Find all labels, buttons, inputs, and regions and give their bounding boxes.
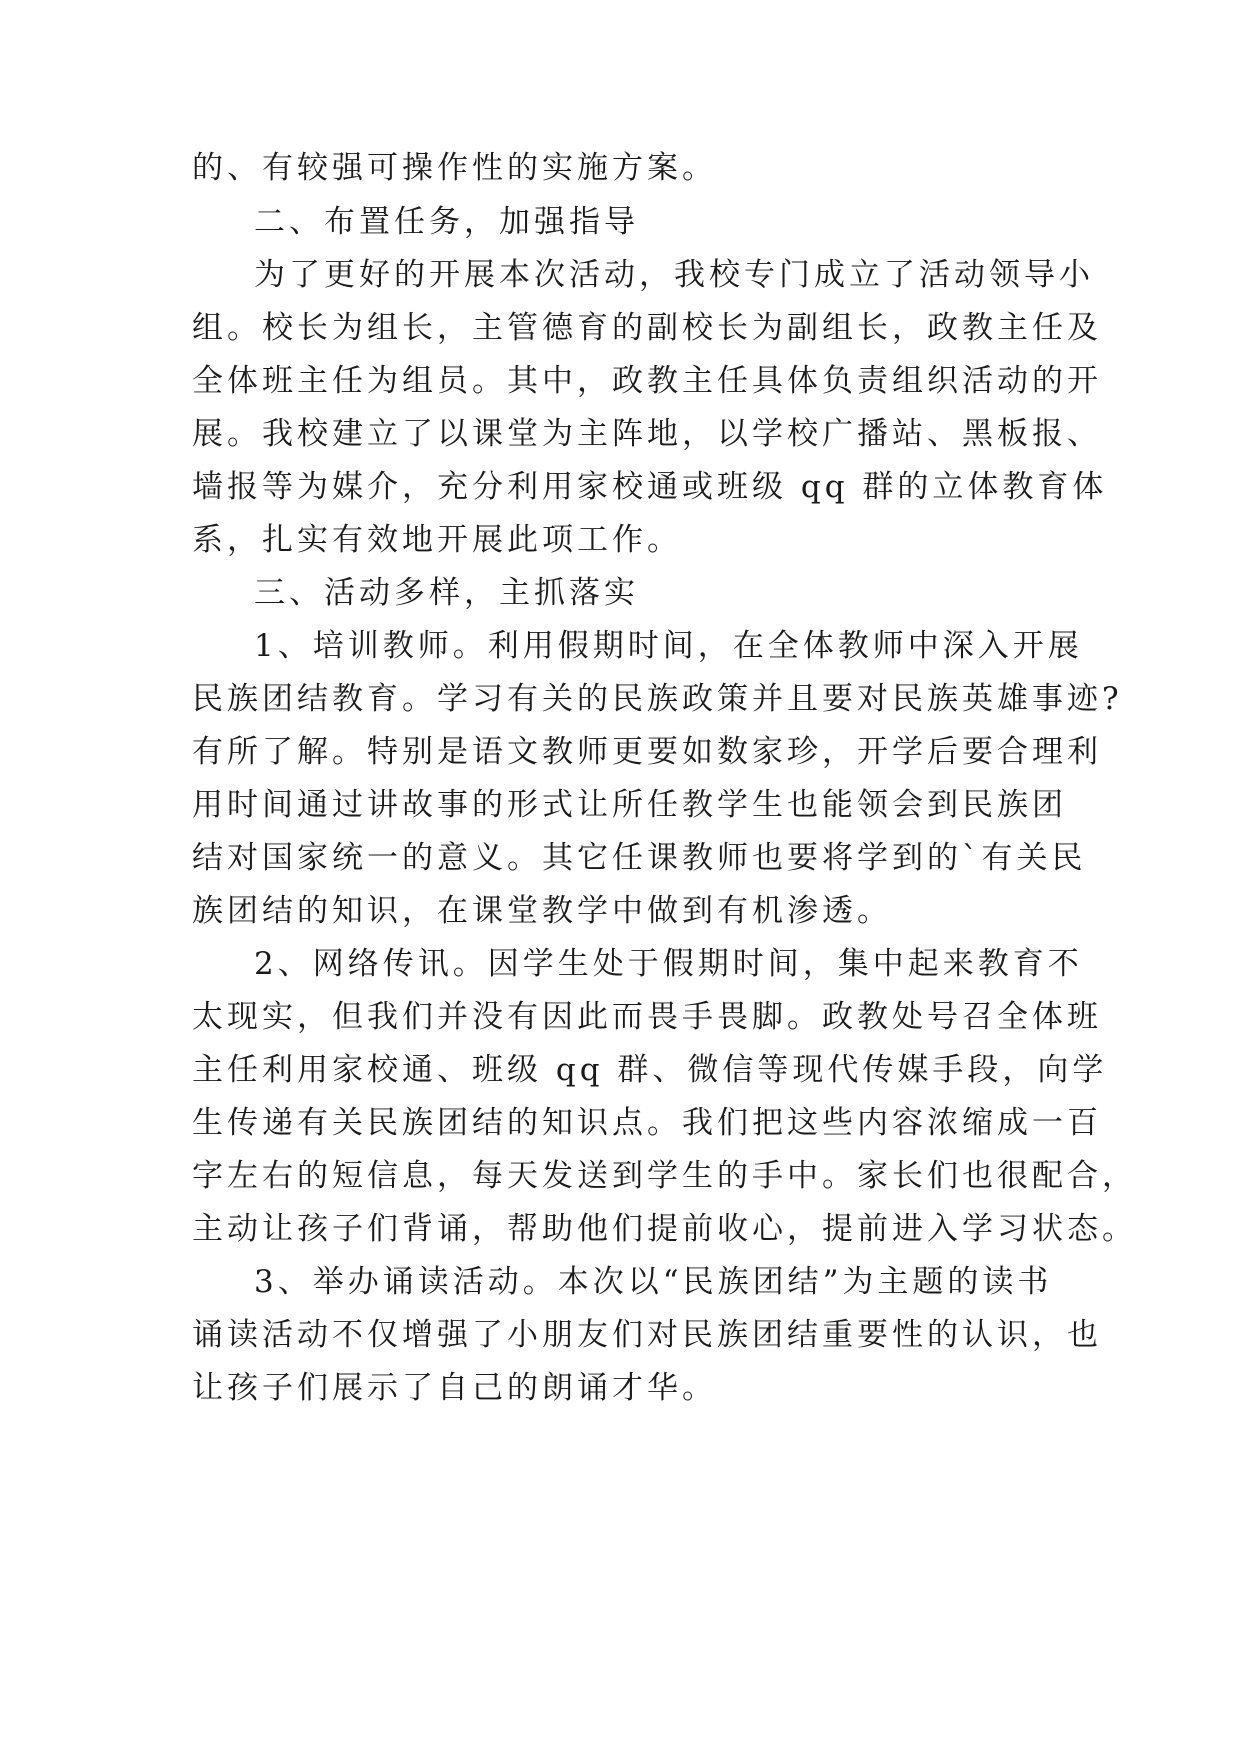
text-line: 全体班主任为组员。其中，政教主任具体负责组织活动的开 bbox=[192, 363, 1102, 399]
text-line: 族团结的知识，在课堂教学中做到有机渗透。 bbox=[192, 893, 892, 929]
text-line: 用时间通过讲故事的形式让所任教学生也能领会到民族团 bbox=[192, 787, 1067, 823]
text-line: 字左右的短信息，每天发送到学生的手中。家长们也很配合， bbox=[192, 1158, 1137, 1194]
text-line: 展。我校建立了以课堂为主阵地，以学校广播站、黑板报、 bbox=[192, 416, 1102, 452]
text-line: 结对国家统一的意义。其它任课教师也要将学到的`有关民 bbox=[192, 840, 1087, 876]
text-line: 主动让孩子们背诵，帮助他们提前收心，提前进入学习状态。 bbox=[192, 1211, 1137, 1247]
text-line: 诵读活动不仅增强了小朋友们对民族团结重要性的认识，也 bbox=[192, 1317, 1102, 1353]
section-heading: 三、活动多样，主抓落实 bbox=[254, 575, 639, 611]
text-line: 的、有较强可操作性的实施方案。 bbox=[192, 150, 717, 186]
text-line: 1、培训教师。利用假期时间，在全体教师中深入开展 bbox=[254, 628, 1083, 664]
text-line: 主任利用家校通、班级 qq 群、微信等现代传媒手段，向学 bbox=[192, 1052, 1108, 1088]
text-line: 太现实，但我们并没有因此而畏手畏脚。政教处号召全体班 bbox=[192, 999, 1102, 1035]
text-line: 民族团结教育。学习有关的民族政策并且要对民族英雄事迹? bbox=[192, 681, 1123, 717]
text-line: 为了更好的开展本次活动，我校专门成立了活动领导小 bbox=[254, 257, 1094, 293]
text-line: 3、举办诵读活动。本次以“民族团结”为主题的读书 bbox=[254, 1264, 1053, 1300]
text-line: 组。校长为组长，主管德育的副校长为副组长，政教主任及 bbox=[192, 310, 1102, 346]
text-line: 墙报等为媒介，充分利用家校通或班级 qq 群的立体教育体 bbox=[192, 469, 1108, 505]
text-line: 有所了解。特别是语文教师更要如数家珍，开学后要合理利 bbox=[192, 734, 1102, 770]
text-line: 让孩子们展示了自己的朗诵才华。 bbox=[192, 1370, 717, 1406]
text-line: 2、网络传讯。因学生处于假期时间，集中起来教育不 bbox=[254, 946, 1083, 982]
section-heading: 二、布置任务，加强指导 bbox=[254, 204, 639, 240]
text-line: 生传递有关民族团结的知识点。我们把这些内容浓缩成一百 bbox=[192, 1105, 1102, 1141]
text-line: 系，扎实有效地开展此项工作。 bbox=[192, 522, 682, 558]
